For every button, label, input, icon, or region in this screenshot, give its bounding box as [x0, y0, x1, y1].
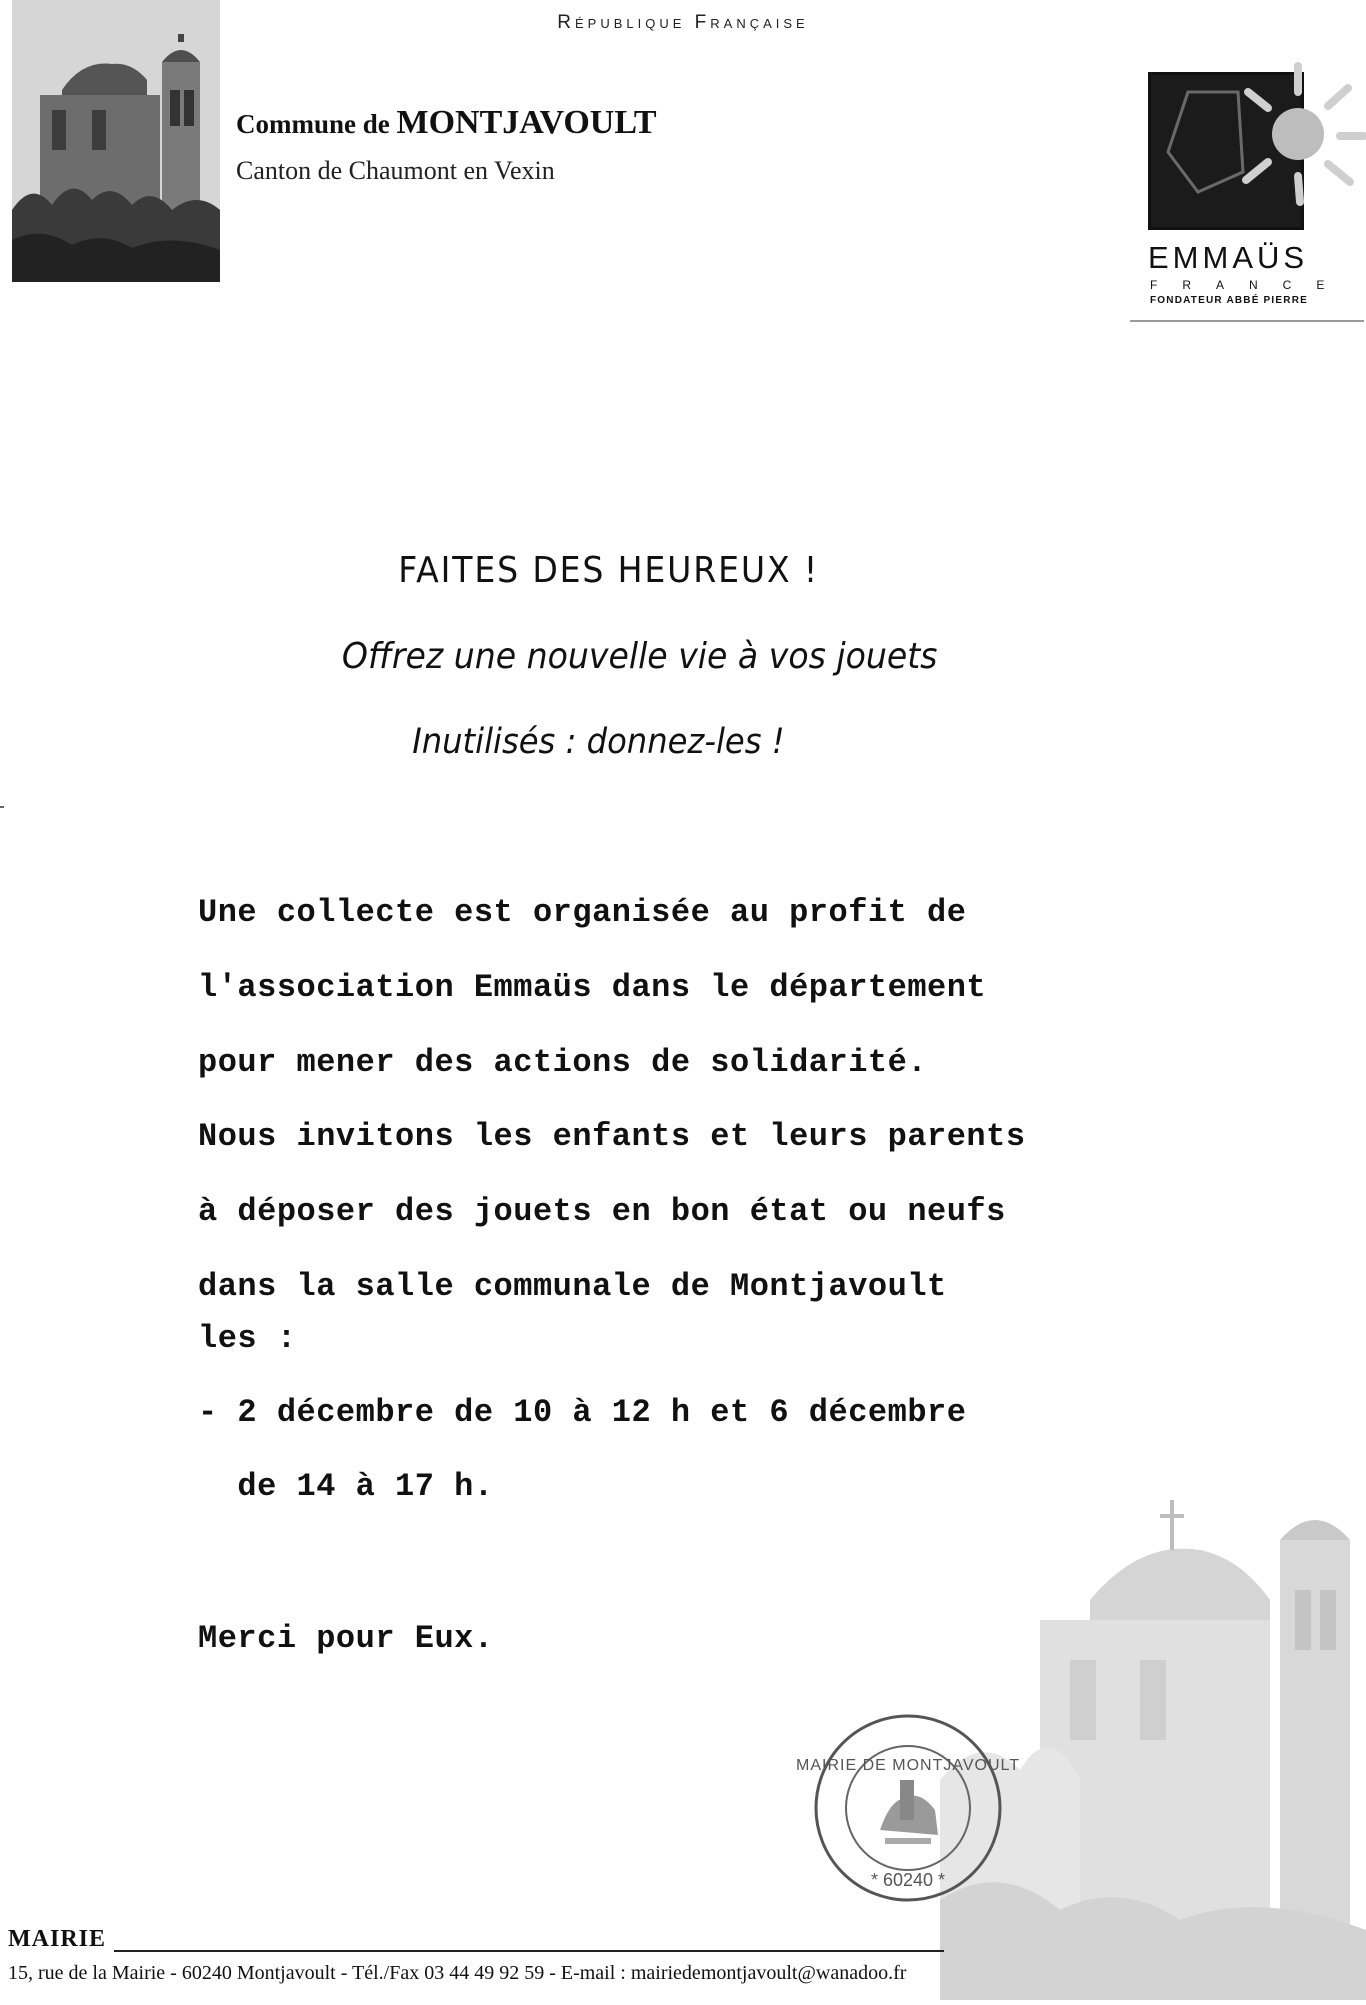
body-line: de 14 à 17 h. — [198, 1468, 494, 1505]
emmaus-country: FRANCE — [1150, 278, 1350, 292]
body-line: dans la salle communale de Montjavoult — [198, 1268, 947, 1305]
emmaus-name: EMMAÜS — [1148, 240, 1309, 275]
canton-subtitle: Canton de Chaumont en Vexin — [236, 156, 555, 185]
commune-town: MONTJAVOULT — [396, 104, 657, 141]
body-line: à déposer des jouets en bon état ou neufs — [198, 1193, 1006, 1230]
footer-mairie-label: MAIRIE — [8, 1926, 107, 1952]
headline-line-1: FAITES DES HEUREUX ! — [398, 550, 819, 591]
body-line: Une collecte est organisée au profit de — [198, 894, 967, 931]
commune-title — [236, 104, 657, 142]
logo-divider — [1130, 320, 1364, 322]
scan-mark — [0, 806, 4, 808]
commune-prefix: Commune de — [236, 109, 390, 139]
footer-address: 15, rue de la Mairie - 60240 Montjavoult - Tél./Fax 03 44 49 92 59 - E-mail : mairiedemontjavoult@wanadoo.fr — [8, 1962, 907, 1984]
sun-icon — [1128, 52, 1366, 252]
body-line: - 2 décembre de 10 à 12 h et 6 décembre — [198, 1394, 967, 1431]
body-line: l'association Emmaüs dans le département — [198, 969, 987, 1006]
emmaus-logo — [1128, 52, 1366, 324]
footer-divider — [114, 1950, 944, 1952]
mairie-stamp — [796, 1710, 1020, 1906]
headline-line-3: Inutilisés : donnez-les ! — [412, 722, 785, 762]
svg-text:* 60240 *: * 60240 * — [870, 1870, 946, 1890]
republique-francaise: République Française — [557, 12, 809, 33]
body-line: Nous invitons les enfants et leurs parents — [198, 1118, 1026, 1155]
svg-text:MAIRIE DE MONTJAVOULT: MAIRIE DE MONTJAVOULT — [796, 1757, 1020, 1774]
body-line: pour mener des actions de solidarité. — [198, 1044, 928, 1081]
body-line: les : — [198, 1320, 297, 1357]
headline-line-2: Offrez une nouvelle vie à vos jouets — [341, 636, 938, 677]
church-photo — [12, 0, 220, 282]
emmaus-founder: FONDATEUR ABBÉ PIERRE — [1150, 295, 1308, 306]
closing-line: Merci pour Eux. — [198, 1620, 494, 1657]
